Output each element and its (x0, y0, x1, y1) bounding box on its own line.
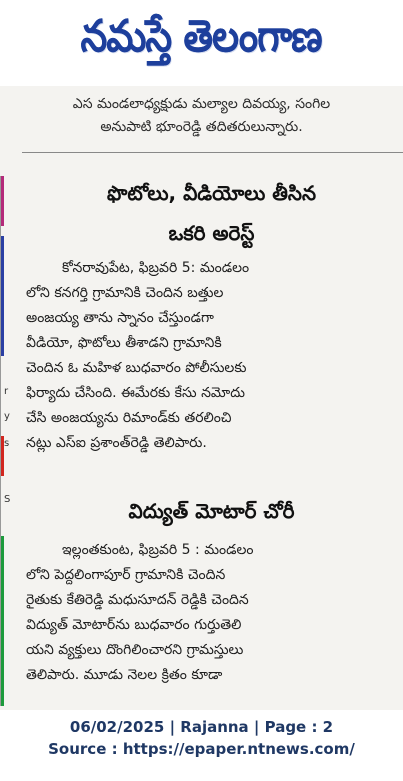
story2-body-line: విద్యుత్ మోటార్‌ను బుధవారం గుర్తుతెలి (26, 617, 242, 633)
story1-body-line: చెందిన ఓ మహిళ బుధవారం పోలీసులకు (26, 360, 247, 376)
story2-body-line: తెలిపారు. మూడు నెలల క్రితం కూడా (26, 667, 223, 683)
strip-char: s (4, 438, 10, 449)
section-divider (22, 152, 403, 153)
footer-source-link[interactable]: Source : https://epaper.ntnews.com/ (48, 740, 355, 758)
story2-body-line: యని వ్యక్తులు దొంగిలించారని గ్రామస్తులు (26, 642, 244, 658)
story1-body-line: చేసి అంజయ్యను రిమాండ్‌కు తరలించి (26, 410, 232, 426)
story2-body-line: ఇల్లంతకుంట, ఫిబ్రవరి 5 : మండలం (62, 542, 254, 558)
story1-body-line: లోని కనగర్తి గ్రామానికి చెందిన బత్తుల (26, 285, 224, 301)
masthead (0, 0, 403, 84)
strip-blue-segment (1, 236, 4, 356)
previous-story-line-2: అనుపాటి భూంరెడ్డి తదితరులున్నారు. (100, 119, 303, 135)
story2-headline: విద్యుత్ మోటార్ చోరీ (128, 499, 295, 523)
masthead-title: నమస్తే తెలంగాణ (80, 11, 323, 62)
story1-body-line: నట్లు ఎస్ఐ ప్రశాంత్‌రెడ్డి తెలిపారు. (26, 435, 207, 451)
adjacent-column-strip (0, 176, 15, 706)
story1-headline-line-2: ఒకరి అరెస్ట్ (168, 221, 255, 245)
clipping-footer (0, 712, 403, 760)
strip-char: r (4, 386, 9, 397)
story1-body-line: ఫిర్యాదు చేసింది. ఈమేరకు కేసు నమోదు (26, 385, 245, 401)
strip-char: S (4, 494, 11, 505)
strip-char: y (4, 411, 10, 422)
story2-body (26, 538, 392, 688)
story2-body-line: లోని పెద్దలింగాపూర్ గ్రామానికి చెందిన (26, 567, 226, 583)
strip-purple-segment (1, 176, 4, 226)
clipping-body (0, 86, 403, 710)
story1-headline-line-1: ఫొటోలు, వీడియోలు తీసిన (106, 181, 317, 205)
story1-body (26, 256, 392, 456)
footer-date-edition-page: 06/02/2025 | Rajanna | Page : 2 (69, 718, 334, 736)
story1-body-line: కోనరావుపేట, ఫిబ్రవరి 5: మండలం (62, 260, 250, 276)
previous-story-line-1: ఎస మండలాధ్యక్షుడు మల్యాల దివయ్య, సంగిల (72, 96, 331, 112)
story1-body-line: వీడియో, ఫొటోలు తీశాడని గ్రామానికి (26, 335, 222, 351)
story2-body-line: రైతుకు కేతిరెడ్డి మధుసూదన్ రెడ్డికి చెందిన (26, 592, 249, 608)
strip-green-segment (1, 536, 4, 706)
story1-body-line: అంజయ్య తాను స్నానం చేస్తుండగా (26, 310, 214, 326)
